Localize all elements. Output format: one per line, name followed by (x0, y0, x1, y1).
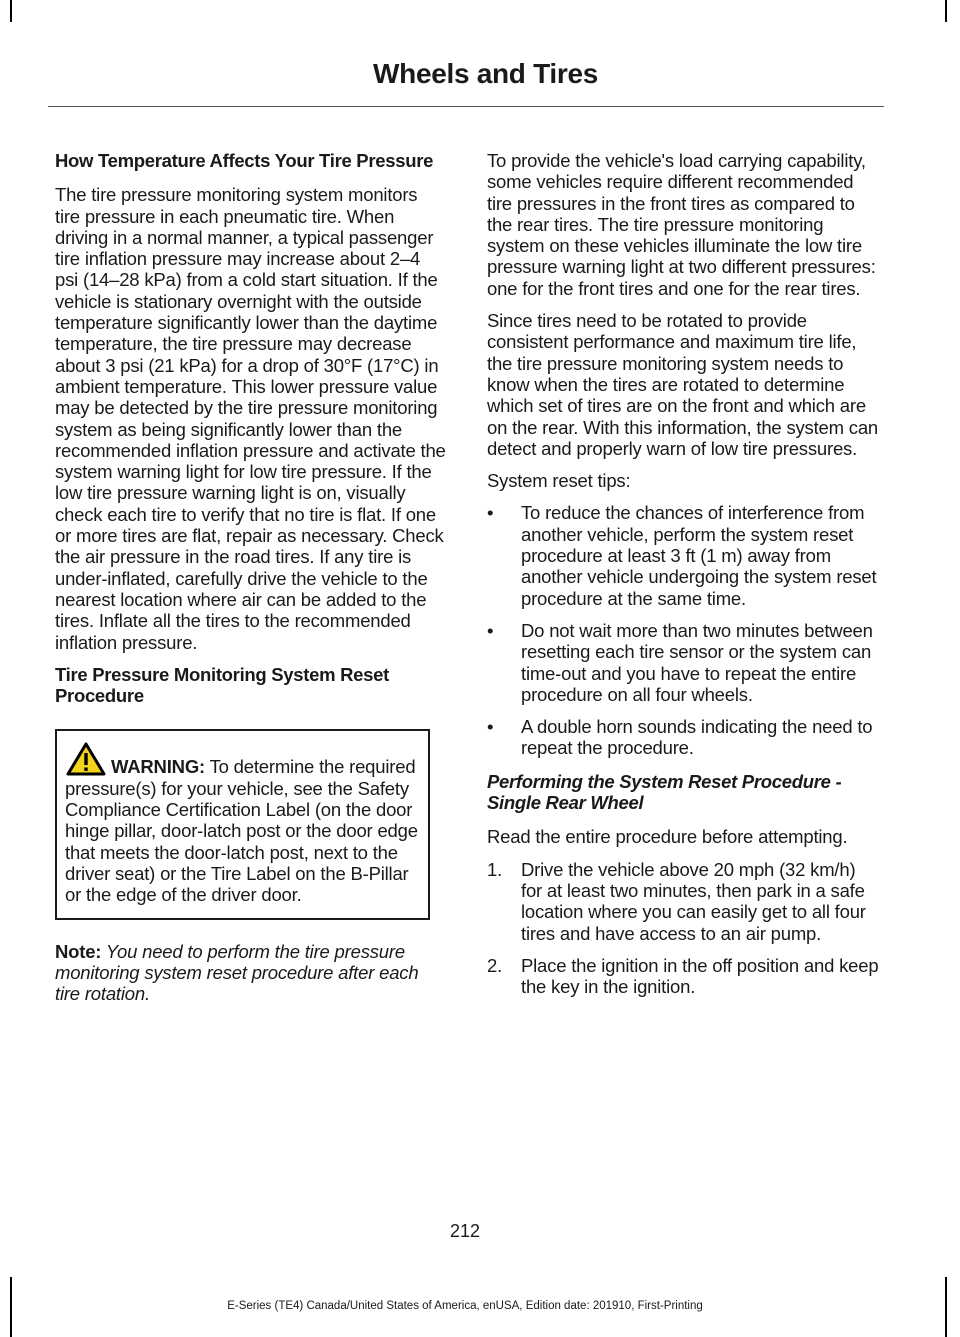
list-item-text: To reduce the chances of interference from another vehicle, perform the system reset procedure at least 3 ft (1 m) away from another vehicle undergoing the system reset procedure at the same time. (521, 502, 877, 609)
note (55, 941, 447, 1005)
step-text: Place the ignition in the off position and keep the key in the ignition. (521, 954, 879, 998)
step-number: 1. (487, 858, 503, 880)
warning-label: WARNING: (111, 756, 205, 778)
list-item (487, 716, 880, 759)
crop-mark-top-right (945, 0, 947, 22)
bullet-marker: • (487, 716, 494, 738)
list-item (487, 502, 880, 608)
section-heading-single-rear-wheel: Performing the System Reset Procedure - Single Rear Wheel (487, 770, 842, 814)
bullet-marker: • (487, 502, 494, 524)
list-item-text: A double horn sounds indicating the need to repeat the procedure. (521, 716, 873, 759)
list-item (487, 620, 880, 705)
header-rule (48, 106, 884, 107)
reset-tips-list (487, 502, 880, 758)
warning-body: To determine the required pressure(s) for your vehicle, see the Safety Compliance Certification Label (on the door hinge pillar, door-latch post or the door edge that meets the door-latch post, next to the driver seat) or the Tire Label on the B-Pillar or the edge of the driver door. (65, 756, 418, 906)
tips-intro: System reset tips: (487, 470, 631, 492)
section-heading-temperature: How Temperature Affects Your Tire Pressure (55, 150, 434, 171)
left-column (55, 150, 447, 1015)
warning-box (55, 729, 430, 919)
note-label: Note: (55, 940, 102, 962)
warning-text (65, 741, 420, 905)
note-text: You need to perform the tire pressure monitoring system reset procedure after each tire rotation. (55, 940, 419, 1005)
rotation-paragraph: Since tires need to be rotated to provide consistent performance and maximum tire life, the tire pressure monitoring system needs to know when the tires are rotated to determine which set of tires are on the front and which are on the rear. With this information, the system can detect and properly warn of low tire pressures. (487, 310, 879, 459)
crop-mark-top-left (10, 0, 12, 22)
read-procedure-paragraph: Read the entire procedure before attempting. (487, 826, 848, 848)
page-title: Wheels and Tires (373, 58, 598, 89)
temperature-paragraph: The tire pressure monitoring system monitors tire pressure in each pneumatic tire. When driving in a normal manner, a typical passenger tire inflation pressure may increase about 2–4 psi (14–28 kPa) from a cold start situation. If the vehicle is stationary overnight with the outside temperature significantly lower than the daytime temperature, the tire pressure may decrease about 3 psi (21 kPa) for a drop of 30°F (17°C) in ambient temperature. This lower pressure value may be detected by the tire pressure monitoring system as being significantly lower than the recommended inflation pressure and activate the system warning light for low tire pressure. If the low tire pressure warning light is on, visually check each tire to verify that no tire is flat. If one or more tires are flat, repair as necessary. Check the air pressure in the road tires. If any tire is under-inflated, carefully drive the vehicle to the nearest location where air can be added to the tires. Inflate all the tires to the recommended inflation pressure. (55, 184, 446, 653)
procedure-steps (487, 859, 880, 998)
page-number: 212 (449, 1221, 481, 1241)
right-column (487, 150, 880, 1009)
warning-triangle-icon (65, 741, 109, 777)
step-number: 2. (487, 954, 503, 976)
list-item (487, 955, 880, 998)
bullet-marker: • (487, 619, 494, 641)
crop-mark-bottom-right (945, 1277, 947, 1337)
section-heading-reset-procedure: Tire Pressure Monitoring System Reset Procedure (55, 663, 390, 707)
list-item-text: Do not wait more than two minutes between resetting each tire sensor or the system can time-out and you have to repeat the entire procedure on all four wheels. (521, 619, 873, 705)
footer-edition-text: E-Series (TE4) Canada/United States of America, enUSA, Edition date: 201910, First-Printing (227, 1300, 703, 1312)
load-capability-paragraph: To provide the vehicle's load carrying capability, some vehicles require different recommended tire pressures in the front tires as compared to the rear tires. The tire pressure monitoring system on these vehicles illuminate the low tire pressure warning light at two different pressures: one for the front tires and one for the rear tires. (487, 150, 876, 299)
step-text: Drive the vehicle above 20 mph (32 km/h) for at least two minutes, then park in a safe location where you can easily get to all four tires and have access to an air pump. (521, 858, 866, 944)
list-item (487, 859, 880, 944)
